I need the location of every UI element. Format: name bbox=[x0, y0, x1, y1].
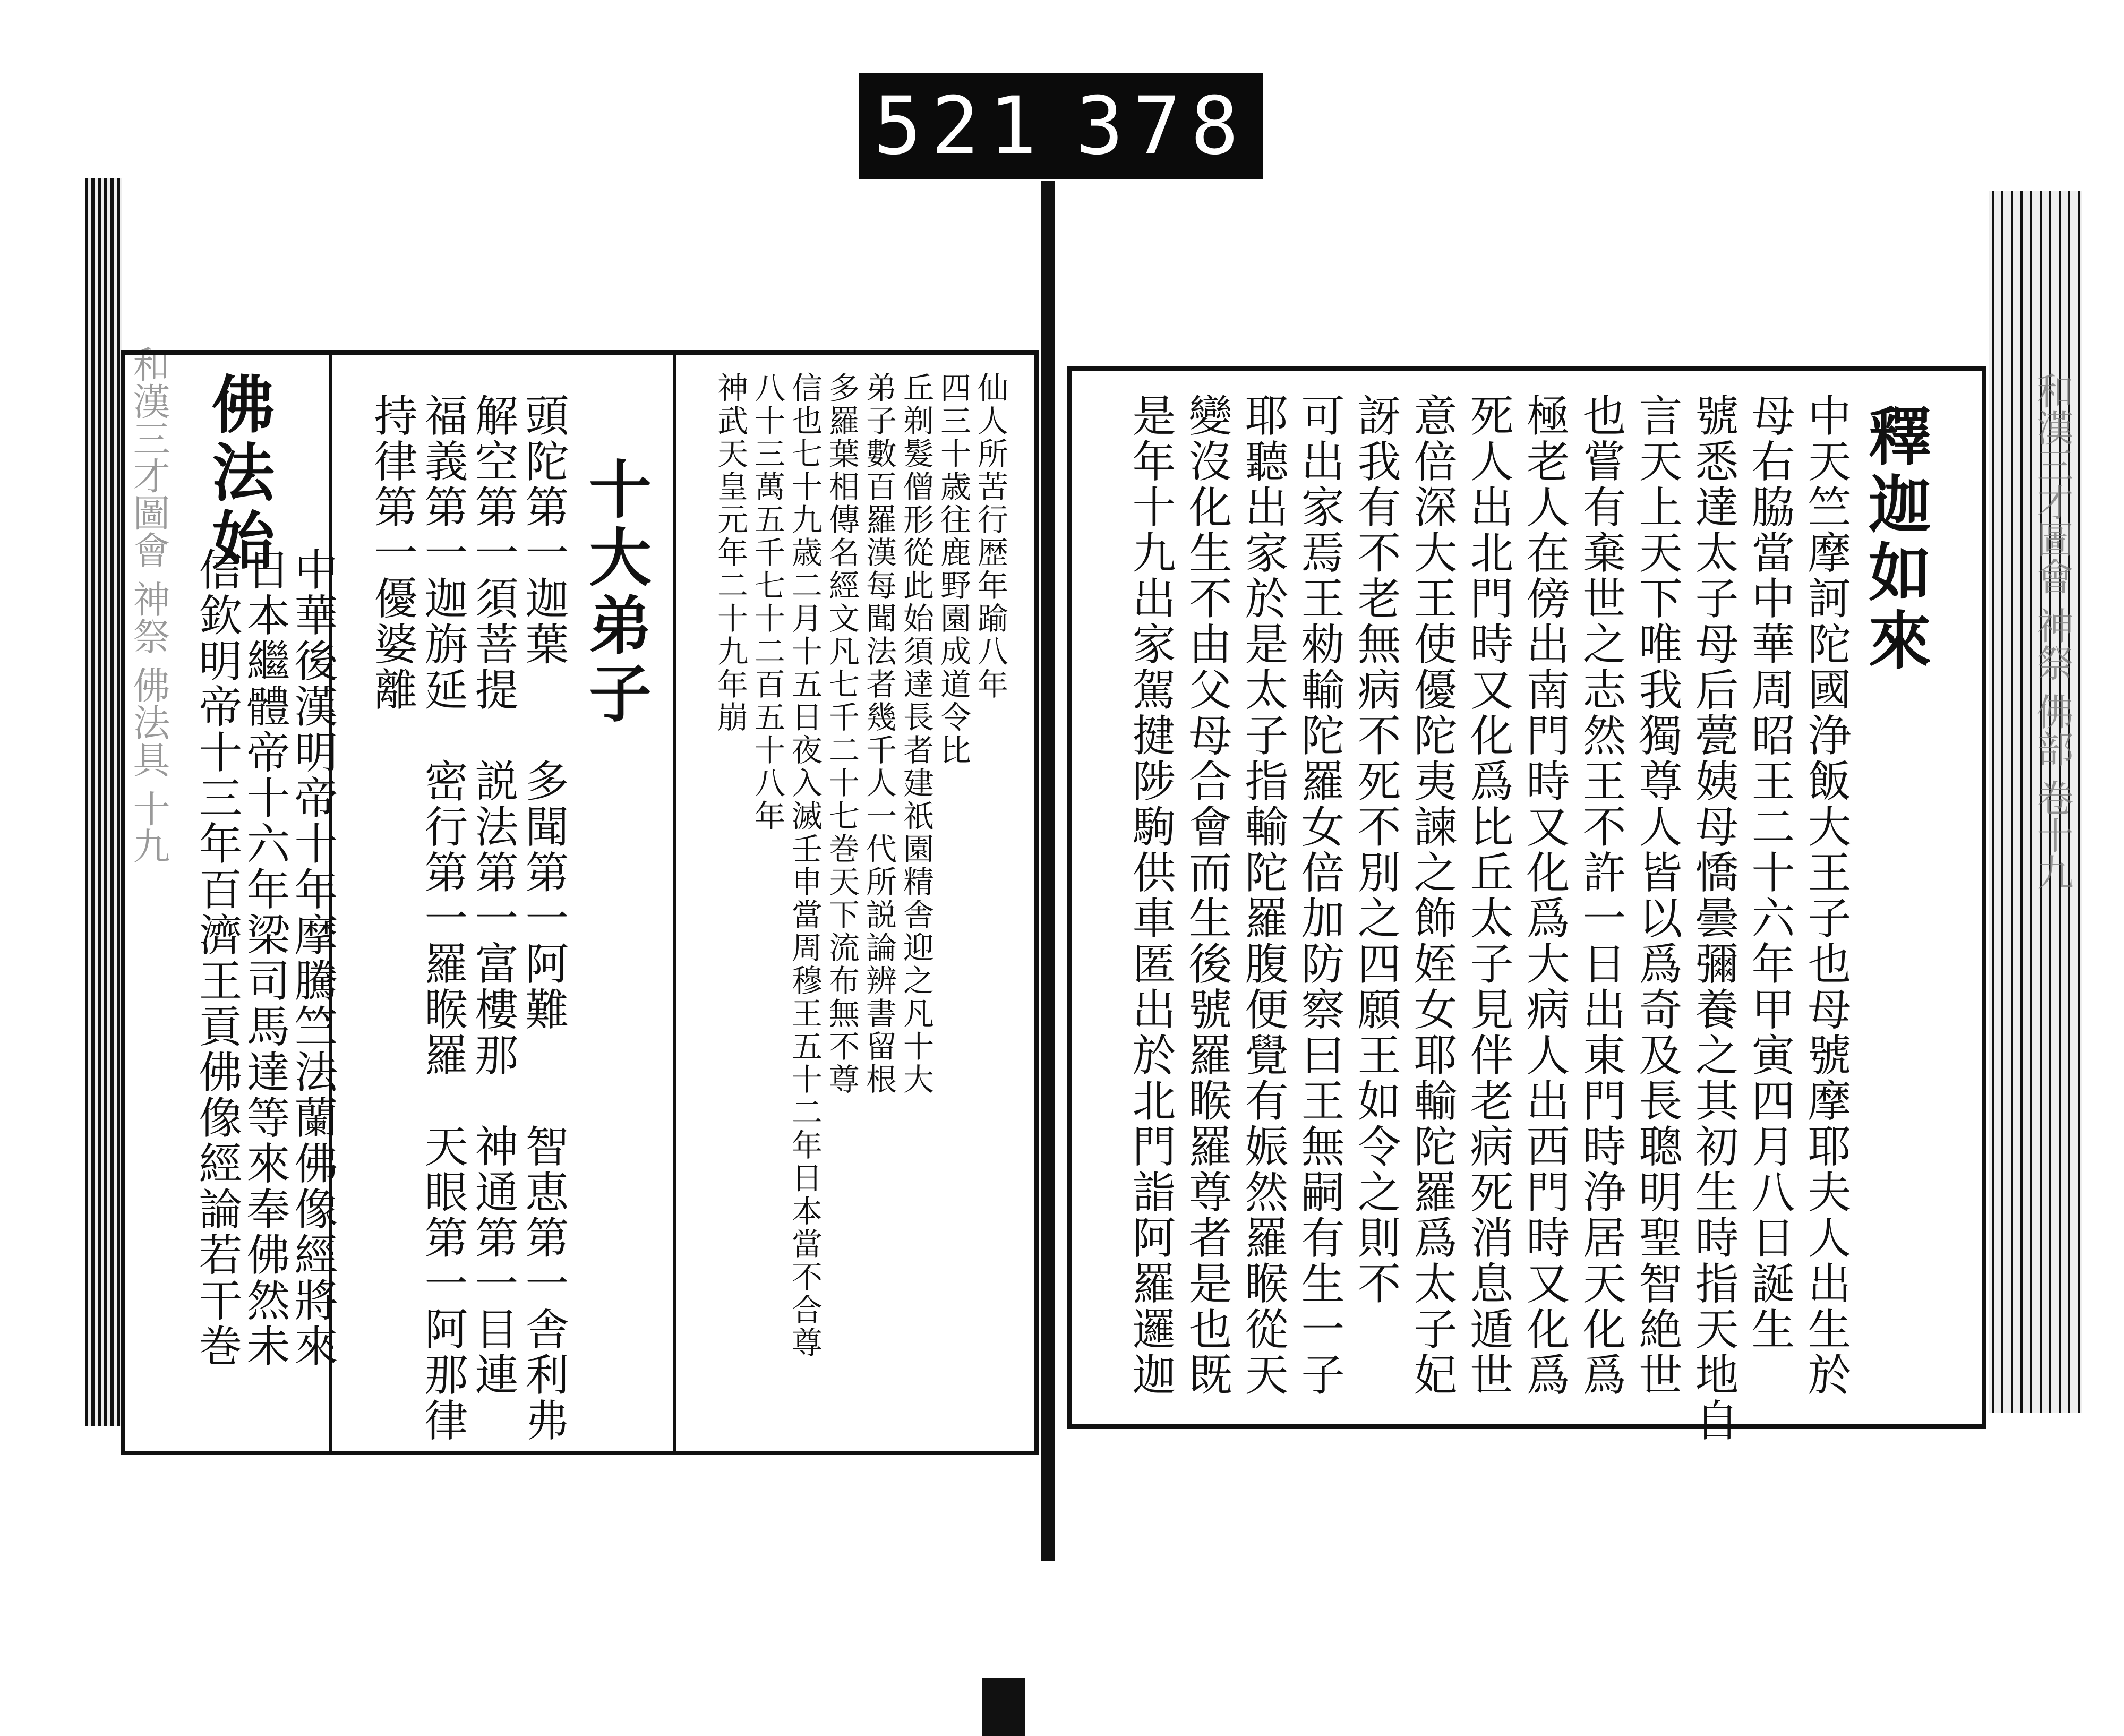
left-page-edge bbox=[85, 178, 122, 1426]
archive-label bbox=[859, 73, 1263, 179]
buddhism-origin-heading: 佛法始 bbox=[201, 372, 275, 576]
life-text-column: 神武天皇元年二十九年崩 bbox=[712, 372, 748, 734]
right-page-text-column: 變沒化生不由父母合會而生後號羅睺羅尊者是也既 bbox=[1181, 393, 1232, 1398]
origin-column: 中華後漢明帝十年摩騰竺法蘭佛像經將來 bbox=[287, 547, 338, 1369]
right-page-text-column: 耶聽出家於是太子指輸陀羅腹便覺有娠然羅睺從天 bbox=[1238, 393, 1288, 1398]
right-page-text-column: 言天上天下唯我獨尊人皆以爲奇及長聰明聖智絶世 bbox=[1632, 393, 1682, 1398]
gutter-shadow bbox=[982, 1678, 1025, 1736]
ten-disciples-heading: 十大弟子 bbox=[578, 457, 652, 729]
book-binding bbox=[1041, 181, 1055, 1561]
disciple-column: 頭陀第一迦葉 多聞第一阿難 智恵第一舎利弗 bbox=[518, 393, 569, 1443]
left-page-divider-b bbox=[673, 355, 676, 1451]
disciple-column: 福義第一迦旃延 密行第一羅睺羅 天眼第一阿那律 bbox=[417, 393, 468, 1443]
right-page-text-column: 號悉達太子母后甍姨母憍曇彌養之其初生時指天地自 bbox=[1688, 393, 1738, 1443]
label-right-number: 378 bbox=[1075, 80, 1248, 173]
life-text-column: 弟子數百羅漢每聞法者幾千人一代所説論辨書留根 bbox=[861, 372, 897, 1096]
disciple-column: 解空第一須菩提 説法第一富樓那 神通第一目連 bbox=[468, 393, 518, 1398]
disciple-column: 持律第一優婆離 bbox=[367, 393, 417, 713]
right-page-text-column: 母右脇當中華周昭王二十六年甲寅四月八日誕生 bbox=[1744, 393, 1795, 1352]
life-text-column: 多羅葉相傳名經文凡七千二十七巻天下流布無不尊 bbox=[824, 372, 860, 1096]
right-page-text-column: 可出家焉王勑輸陀羅女倍加防察曰王無嗣有生一子 bbox=[1294, 393, 1344, 1398]
right-page-text-column: 極老人在傍出南門時又化爲大病人出西門時又化爲 bbox=[1519, 393, 1570, 1398]
left-spine-title: 和漢三才圖會 神祭 佛法具 十九 bbox=[127, 345, 170, 864]
life-text-column: 信也七十九歳二月十五日夜入滅壬申當周穆王五十二年日本當不合尊 bbox=[786, 372, 823, 1359]
right-page-text-column: 死人出北門時又化爲比丘太子見伴老病死消息遁世 bbox=[1463, 393, 1513, 1398]
right-page-text-column: 是年十九出家駕揵陟駒供車匿出於北門詣阿羅邏迦 bbox=[1125, 393, 1176, 1398]
right-page-text-column: 中天竺摩訶陀國浄飯大王子也母號摩耶夫人出生於 bbox=[1801, 393, 1851, 1398]
page-title: 釋迦如來 bbox=[1858, 404, 1932, 675]
origin-column: 信欽明帝十三年百濟王貢佛像經論若干巻 bbox=[192, 547, 242, 1369]
life-text-column: 丘剃髮僧形從此始須達長者建祇園精舎迎之凡十大 bbox=[898, 372, 934, 1096]
right-spine-title: 和漢三才圖會 神祭 佛部 卷十九 bbox=[2031, 372, 2074, 891]
right-page-text-column: 也嘗有棄世之志然王不許一日出東門時浄居天化爲 bbox=[1575, 393, 1626, 1398]
right-page-text-column: 訝我有不老無病不死不別之四願王如令之則不 bbox=[1350, 393, 1401, 1306]
origin-column: 日本繼體帝十六年梁司馬達等來奉佛然未 bbox=[239, 547, 290, 1369]
life-text-column: 四三十歳往鹿野園成道令比 bbox=[935, 372, 971, 767]
life-text-column: 八十三萬五千七十二百五十八年 bbox=[749, 372, 785, 833]
right-page-text-column: 意倍深大王使優陀夷諫之飾姪女耶輸陀羅爲太子妃 bbox=[1407, 393, 1457, 1398]
label-left-number: 521 bbox=[873, 80, 1047, 173]
life-text-column: 仙人所苦行歴年踰八年 bbox=[972, 372, 1008, 701]
